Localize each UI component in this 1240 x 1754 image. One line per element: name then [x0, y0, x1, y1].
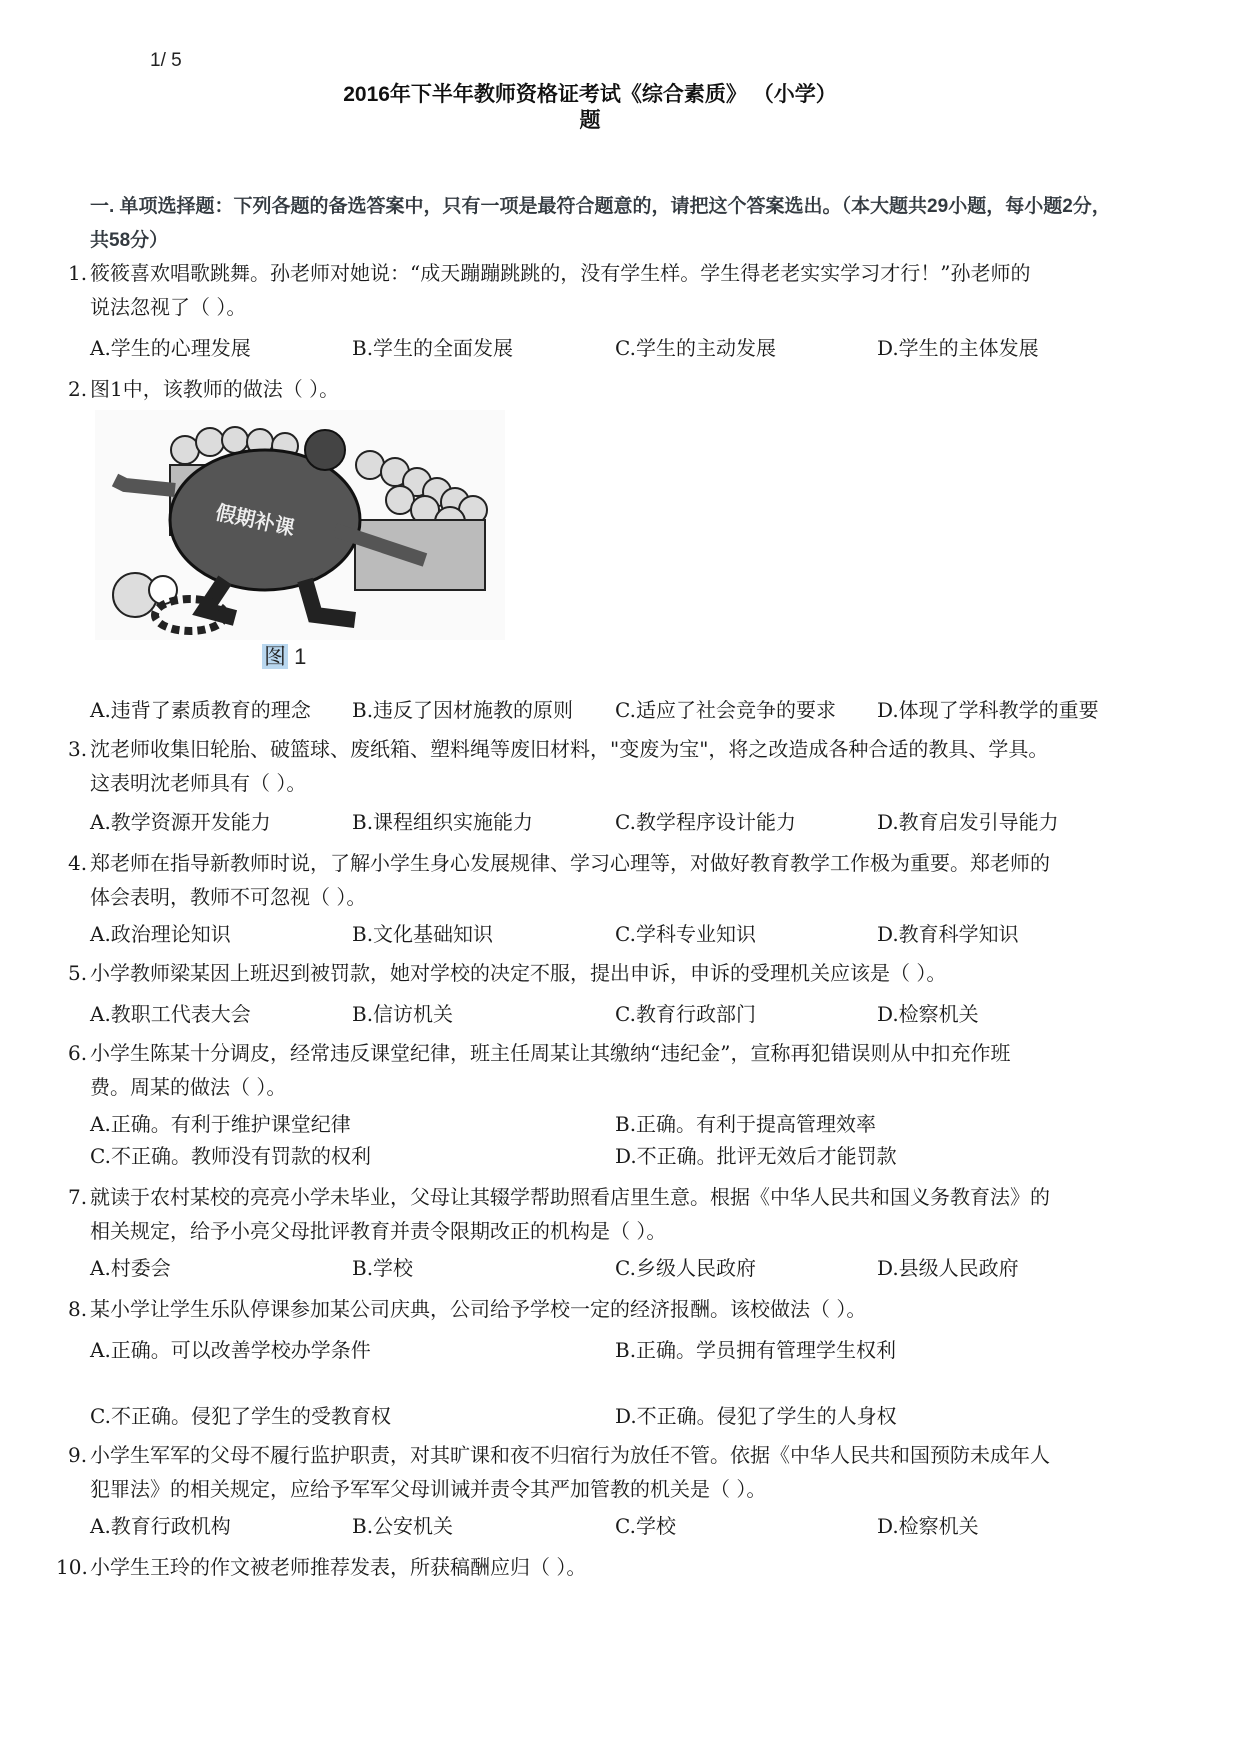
question-stem: 就读于农村某校的亮亮小学未毕业，父母让其辍学帮助照看店里生意。根据《中华人民共和国义务教育法》的	[90, 1185, 1050, 1209]
option-d[interactable]: D.学生的主体发展	[877, 336, 1039, 360]
question-number: 8.	[68, 1297, 88, 1321]
option-c[interactable]: C.适应了社会竞争的要求	[615, 698, 836, 722]
question-9	[68, 1438, 1148, 1506]
title-line-2: 题	[579, 109, 601, 132]
option-a[interactable]: A.教育行政机构	[90, 1514, 231, 1538]
option-b[interactable]: B.正确。学员拥有管理学生权利	[615, 1338, 897, 1362]
question-number: 3.	[68, 737, 88, 761]
option-a[interactable]: A.教学资源开发能力	[90, 810, 271, 834]
option-c[interactable]: C.教学程序设计能力	[615, 810, 796, 834]
option-b[interactable]: B.正确。有利于提高管理效率	[615, 1112, 877, 1136]
option-d[interactable]: D.检察机关	[877, 1514, 979, 1538]
option-d[interactable]: D.教育科学知识	[877, 922, 1019, 946]
question-stem-cont: 相关规定，给予小亮父母批评教育并责令限期改正的机构是（ ）。	[90, 1219, 667, 1243]
question-number: 1.	[68, 261, 88, 285]
question-number: 10.	[56, 1555, 88, 1579]
question-number: 9.	[68, 1443, 88, 1467]
page-indicator: 1/ 5	[150, 50, 182, 71]
option-a[interactable]: A.政治理论知识	[90, 922, 231, 946]
question-number: 4.	[68, 851, 88, 875]
question-stem-cont: 体会表明，教师不可忽视（ ）。	[90, 885, 367, 909]
question-1	[68, 256, 1148, 324]
option-a[interactable]: A.村委会	[90, 1256, 171, 1280]
option-a[interactable]: A.正确。可以改善学校办学条件	[90, 1338, 371, 1362]
option-b[interactable]: B.文化基础知识	[352, 922, 494, 946]
question-stem: 某小学让学生乐队停课参加某公司庆典，公司给予学校一定的经济报酬。该校做法（ ）。	[90, 1297, 867, 1321]
option-b[interactable]: B.公安机关	[352, 1514, 454, 1538]
caption-glyph: 图	[264, 644, 287, 669]
option-c[interactable]: C.教育行政部门	[615, 1002, 756, 1026]
option-b[interactable]: B.违反了因材施教的原则	[352, 698, 574, 722]
question-stem-cont: 这表明沈老师具有（ ）。	[90, 771, 307, 795]
option-c[interactable]: C.不正确。教师没有罚款的权利	[90, 1144, 371, 1168]
option-a[interactable]: A.学生的心理发展	[90, 336, 251, 360]
question-stem-cont: 犯罪法》的相关规定，应给予军军父母训诫并责令其严加管教的机关是（ ）。	[90, 1477, 767, 1501]
caption-number: 1	[294, 644, 307, 669]
question-stem-cont: 费。周某的做法（ ）。	[90, 1075, 287, 1099]
cartoon-illustration	[95, 410, 505, 640]
question-stem: 筱筱喜欢唱歌跳舞。孙老师对她说：“成天蹦蹦跳跳的，没有学生样。学生得老老实实学习才行！”孙老师的	[90, 261, 1031, 285]
question-stem: 小学生军军的父母不履行监护职责，对其旷课和夜不归宿行为放任不管。依据《中华人民共和国预防未成年人	[90, 1443, 1050, 1467]
option-c[interactable]: C.学校	[615, 1514, 676, 1538]
option-d[interactable]: D.不正确。批评无效后才能罚款	[615, 1144, 897, 1168]
option-d[interactable]: D.体现了学科教学的重要	[877, 698, 1099, 722]
option-a[interactable]: A.正确。有利于维护课堂纪律	[90, 1112, 351, 1136]
question-number: 6.	[68, 1041, 88, 1065]
question-5	[68, 956, 1148, 990]
document-title	[0, 82, 1180, 134]
question-4	[68, 846, 1148, 914]
option-d[interactable]: D.县级人民政府	[877, 1256, 1019, 1280]
figure-caption	[262, 640, 306, 671]
option-d[interactable]: D.不正确。侵犯了学生的人身权	[615, 1404, 897, 1428]
question-2	[68, 372, 1148, 406]
option-b[interactable]: B.学校	[352, 1256, 414, 1280]
question-8	[68, 1292, 1148, 1326]
option-d[interactable]: D.检察机关	[877, 1002, 979, 1026]
back-text: 假期补课	[213, 500, 297, 541]
option-b[interactable]: B.课程组织实施能力	[352, 810, 534, 834]
option-c[interactable]: C.学生的主动发展	[615, 336, 776, 360]
question-stem: 郑老师在指导新教师时说，了解小学生身心发展规律、学习心理等，对做好教育教学工作极为重要。郑老师的	[90, 851, 1050, 875]
question-stem-cont: 说法忽视了（ ）。	[90, 295, 247, 319]
question-3	[68, 732, 1148, 800]
option-d[interactable]: D.教育启发引导能力	[877, 810, 1059, 834]
question-7	[68, 1180, 1148, 1248]
option-a[interactable]: A.教职工代表大会	[90, 1002, 251, 1026]
option-b[interactable]: B.信访机关	[352, 1002, 454, 1026]
question-stem: 小学教师梁某因上班迟到被罚款，她对学校的决定不服，提出申诉，申诉的受理机关应该是（ ）。	[90, 961, 947, 985]
option-c[interactable]: C.学科专业知识	[615, 922, 756, 946]
question-number: 2.	[68, 377, 88, 401]
option-b[interactable]: B.学生的全面发展	[352, 336, 514, 360]
question-number: 5.	[68, 961, 88, 985]
question-number: 7.	[68, 1185, 88, 1209]
option-a[interactable]: A.违背了素质教育的理念	[90, 698, 311, 722]
title-line-1: 2016年下半年教师资格证考试《综合素质》 （小学）	[343, 83, 837, 106]
question-stem: 小学生王玲的作文被老师推荐发表，所获稿酬应归（ ）。	[90, 1555, 587, 1579]
question-stem: 图1中，该教师的做法（ ）。	[90, 377, 340, 401]
question-6	[68, 1036, 1148, 1104]
question-10	[56, 1550, 1136, 1584]
section-heading: 一. 单项选择题：下列各题的备选答案中，只有一项是最符合题意的，请把这个答案选出。（本大题共29小题，每小题2分，共58分）	[90, 196, 1111, 251]
option-c[interactable]: C.不正确。侵犯了学生的受教育权	[90, 1404, 391, 1428]
question-stem: 小学生陈某十分调皮，经常违反课堂纪律，班主任周某让其缴纳“违纪金”，宣称再犯错误则从中扣充作班	[90, 1041, 1011, 1065]
question-stem: 沈老师收集旧轮胎、破篮球、废纸箱、塑料绳等废旧材料，"变废为宝"，将之改造成各种合适的教具、学具。	[90, 737, 1049, 761]
option-c[interactable]: C.乡级人民政府	[615, 1256, 756, 1280]
figure-1-cartoon	[95, 410, 505, 640]
